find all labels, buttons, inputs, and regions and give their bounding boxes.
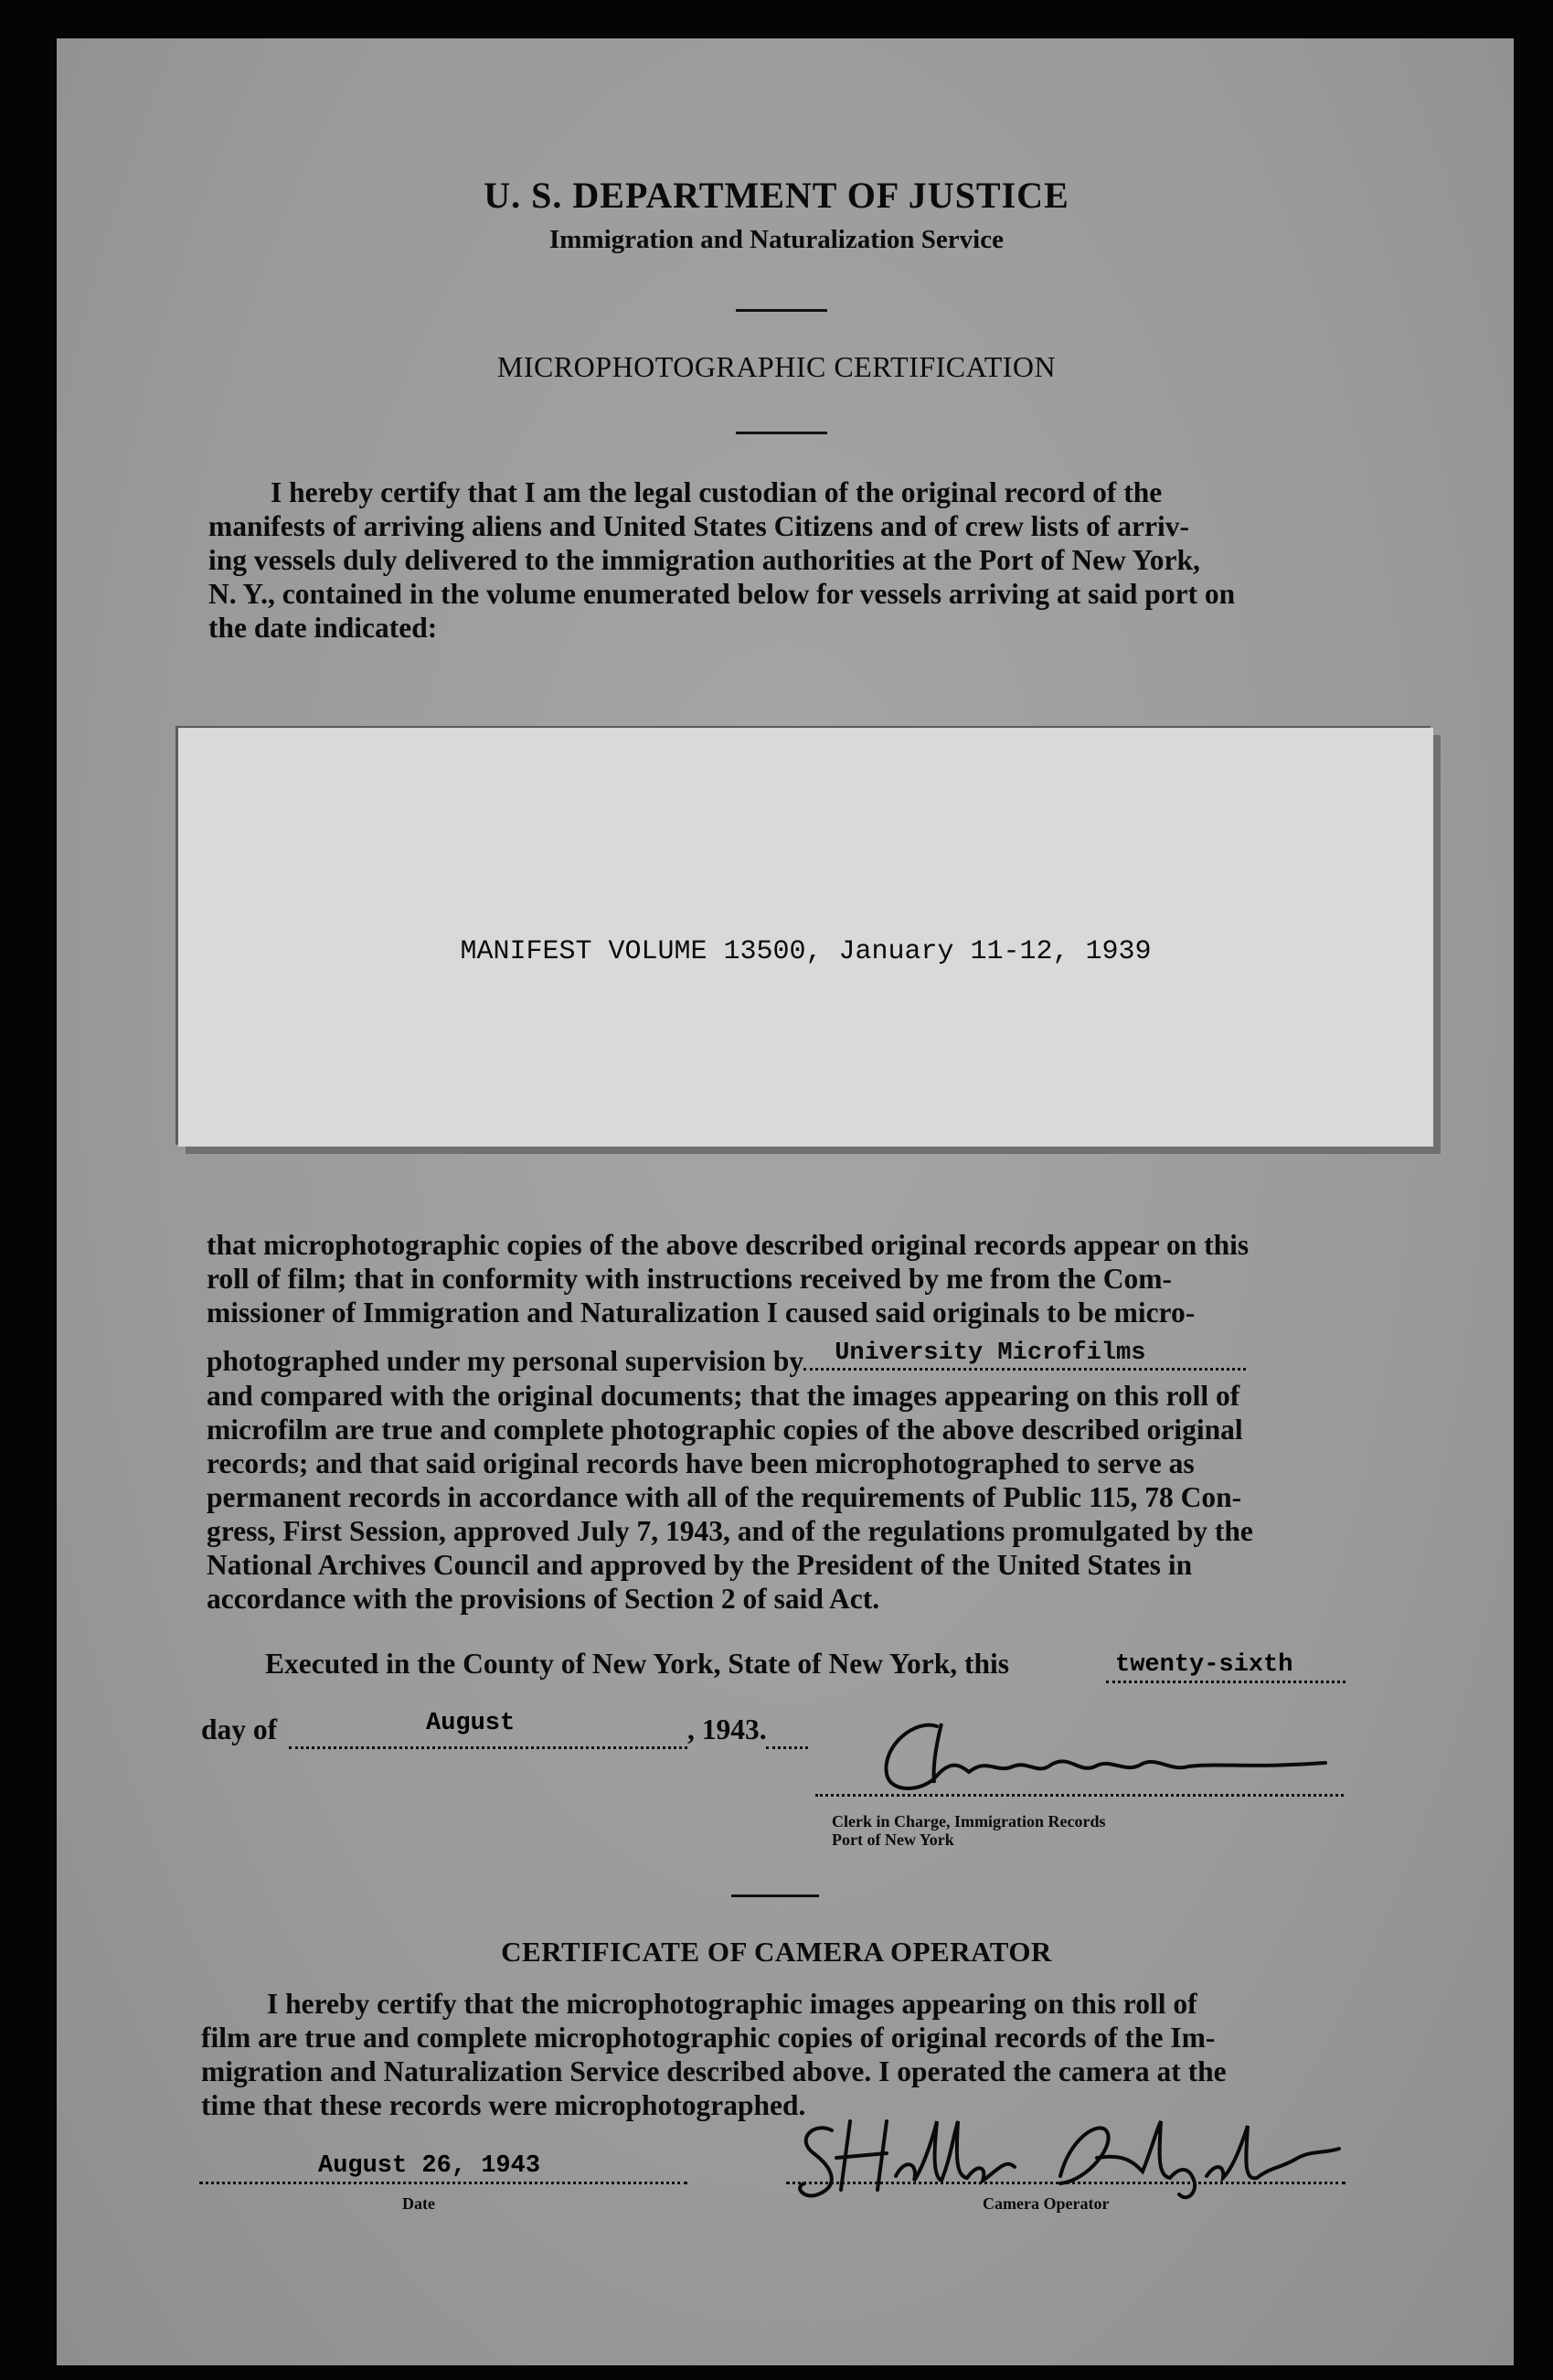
department-title: U. S. DEPARTMENT OF JUSTICE (484, 175, 1069, 216)
body-line: records; and that said original records have been microphotographed to serve as (207, 1447, 1195, 1479)
intro-line: I hereby certify that I am the legal custodian of the original record of the (271, 476, 1163, 508)
body-line: gress, First Session, approved July 7, 1943, and of the regulations promulgated by the (207, 1515, 1253, 1547)
body-paragraph (207, 1228, 1355, 1329)
supervisor-field (803, 1339, 1246, 1371)
camera-line: time that these records were microphotographed. (201, 2089, 806, 2121)
executed-prefix: Executed in the County of New York, State of New York, this (265, 1648, 1010, 1680)
supervisor-value: University Microfilms (835, 1339, 1146, 1367)
service-subtitle: Immigration and Naturalization Service (549, 225, 1004, 254)
body-line: microfilm are true and complete photographic copies of the above described original (207, 1414, 1243, 1446)
intro-line: N. Y., contained in the volume enumerated below for vessels arriving at said port on (208, 578, 1236, 610)
camera-operator-label: Camera Operator (983, 2194, 1110, 2213)
camera-paragraph (201, 1987, 1347, 2122)
divider-top (736, 309, 827, 312)
divider-camera (731, 1894, 819, 1897)
month-value: August (426, 1710, 516, 1737)
clerk-title: Clerk in Charge, Immigration Records (832, 1812, 1106, 1830)
intro-line: ing vessels duly delivered to the immigration authorities at the Port of New York, (208, 544, 1200, 576)
body-line: that microphotographic copies of the above described original records appear on this (207, 1229, 1250, 1261)
executed-day-field (1106, 1653, 1346, 1683)
clerk-signature-line (815, 1774, 1344, 1797)
intro-paragraph (208, 475, 1353, 645)
executed-line (265, 1648, 1009, 1681)
body-paragraph-continued (207, 1379, 1355, 1616)
body-line: roll of film; that in conformity with instructions received by me from the Com- (207, 1263, 1172, 1295)
camera-line: I hereby certify that the microphotographic images appearing on this roll of (267, 1988, 1197, 2020)
body-line: and compared with the original documents; that the images appearing on this roll of (207, 1380, 1240, 1412)
year-value: , 1943. (687, 1713, 767, 1745)
intro-line: manifests of arriving aliens and United States Citizens and of crew lists of arriv- (208, 510, 1189, 542)
volume-label: MANIFEST VOLUME 13500, January 11-12, 1939 (460, 936, 1152, 967)
body-line: National Archives Council and approved by the President of the United States in (207, 1549, 1193, 1581)
intro-line: the date indicated: (208, 612, 438, 644)
certification-heading: MICROPHOTOGRAPHIC CERTIFICATION (496, 350, 1057, 383)
camera-line: film are true and complete microphotographic copies of original records of the Im- (201, 2022, 1216, 2054)
camera-certificate-title: CERTIFICATE OF CAMERA OPERATOR (501, 1936, 1052, 1968)
camera-line: migration and Naturalization Service described above. I operated the camera at the (201, 2055, 1227, 2087)
supervision-line (207, 1339, 1355, 1378)
camera-operator-line (786, 2163, 1346, 2184)
divider-bottom (736, 432, 827, 434)
body-line: accordance with the provisions of Section 2 of said Act. (207, 1583, 880, 1615)
clerk-port: Port of New York (832, 1830, 954, 1849)
supervision-prefix: photographed under my personal supervision by (207, 1345, 804, 1377)
year-dots (766, 1719, 808, 1749)
month-field (289, 1710, 687, 1749)
camera-date-label: Date (402, 2194, 435, 2213)
body-line: permanent records in accordance with all of the requirements of Public 115, 78 Con- (207, 1481, 1242, 1513)
camera-date-value: August 26, 1943 (318, 2152, 541, 2180)
volume-card (178, 728, 1433, 1147)
executed-day-value: twenty-sixth (1115, 1651, 1293, 1679)
body-line: missioner of Immigration and Naturalization I caused said originals to be micro- (207, 1297, 1196, 1329)
camera-date-field (199, 2154, 687, 2184)
day-of-label: day of (201, 1713, 278, 1745)
